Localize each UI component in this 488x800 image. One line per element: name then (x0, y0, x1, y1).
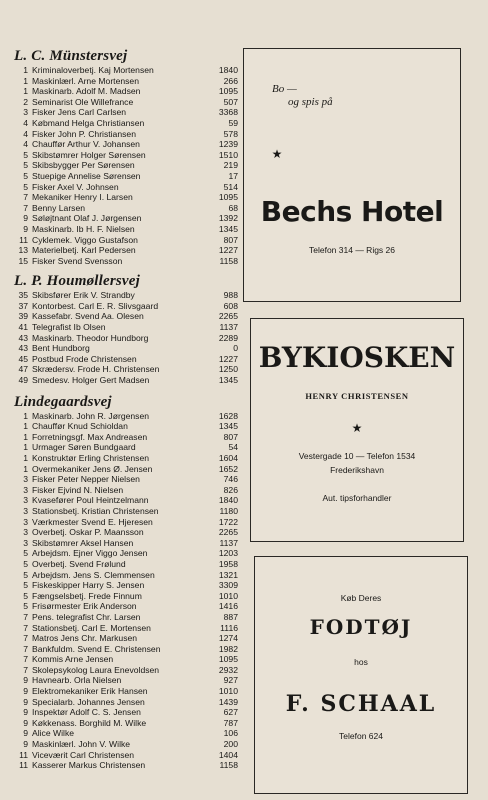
street-heading: L. C. Münstersvej (14, 48, 128, 64)
resident-name: Skibstømrer Aksel Hansen (32, 537, 134, 548)
list-item (6, 665, 238, 676)
resident-name: Fisker Axel V. Johnsen (32, 181, 119, 192)
street-heading: L. P. Houmøllersvej (14, 273, 141, 290)
list-item (6, 485, 238, 496)
phone-number: 1137 (219, 322, 238, 333)
phone-number: 1227 (218, 245, 238, 256)
house-number: 5 (23, 548, 28, 559)
house-number: 4 (23, 117, 28, 128)
list-item (6, 474, 238, 485)
resident-name: Kriminaloverbetj. Kaj Mortensen (32, 65, 154, 75)
list-item (6, 343, 238, 354)
phone-number: 787 (223, 717, 238, 728)
list-item (6, 697, 238, 708)
resident-name: Skolepsykolog Laura Enevoldsen (32, 664, 160, 675)
list-item (6, 675, 238, 686)
resident-name: Kvasefører Poul Heintzelmann (32, 495, 149, 506)
phone-number: 1345 (218, 223, 238, 234)
resident-name: Fisker John P. Christiansen (32, 128, 136, 139)
resident-name: Køkkenass. Borghild M. Wilke (32, 717, 147, 728)
house-number: 3 (23, 505, 28, 516)
house-number: 3 (23, 527, 28, 538)
star-icon: ★ (351, 421, 363, 435)
entry-list (6, 65, 238, 266)
house-number: 9 (23, 213, 28, 224)
list-item (6, 570, 238, 581)
phone-number: 514 (223, 181, 238, 192)
resident-name: Viceværit Carl Christensen (32, 749, 135, 760)
list-item (6, 301, 238, 312)
phone-number: 1158 (219, 255, 238, 266)
phone-number: 2265 (218, 527, 238, 538)
phone-number: 266 (223, 75, 238, 86)
resident-name: Kasserer Markus Christensen (32, 760, 146, 771)
phone-number: 3368 (218, 107, 238, 118)
resident-name: Havnearb. Orla Nielsen (32, 675, 122, 686)
house-number: 11 (19, 749, 28, 760)
star-icon: ★ (271, 147, 283, 161)
resident-name: Kassefabr. Svend Aa. Olesen (32, 311, 144, 322)
house-number: 5 (23, 590, 28, 601)
list-item (6, 453, 238, 464)
phone-number: 1392 (218, 213, 238, 224)
list-item (6, 580, 238, 591)
list-item (6, 311, 238, 322)
house-number: 1 (23, 65, 28, 75)
hotel-name: Bechs Hotel (260, 195, 444, 228)
house-number: 7 (23, 643, 28, 654)
house-number: 45 (18, 353, 28, 364)
resident-name: Cyklemek. Viggo Gustafson (32, 234, 138, 245)
shop-phone: Telefon 624 (339, 731, 383, 741)
house-number: 9 (23, 707, 28, 718)
house-number: 15 (18, 255, 28, 266)
list-item (6, 517, 238, 528)
list-item (6, 182, 238, 193)
phone-number: 1010 (218, 686, 238, 697)
resident-name: Fisker Ejvind N. Nielsen (32, 484, 124, 495)
shoes-product: FODTØJ (309, 615, 413, 639)
house-number: 43 (18, 343, 28, 354)
shoes-hos: hos (354, 657, 368, 667)
list-item (6, 654, 238, 665)
list-item (6, 290, 238, 301)
list-item (6, 411, 238, 422)
house-number: 3 (23, 516, 28, 527)
phone-number: 1239 (218, 139, 238, 150)
phone-number: 1652 (218, 463, 238, 474)
resident-name: Fisker Jens Carl Carlsen (32, 107, 127, 118)
phone-number: 2932 (218, 664, 238, 675)
phone-number: 2289 (218, 332, 238, 343)
list-item (6, 548, 238, 559)
house-number: 49 (18, 375, 28, 386)
resident-name: Arbejdsm. Jens S. Clemmensen (32, 569, 155, 580)
list-item (6, 728, 238, 739)
phone-number: 608 (223, 300, 238, 311)
resident-name: Maskinarb. Theodor Hundborg (32, 332, 149, 343)
list-item (6, 86, 238, 97)
list-item (6, 256, 238, 267)
phone-number: 1439 (218, 696, 238, 707)
list-item (6, 464, 238, 475)
list-item (6, 633, 238, 644)
phone-number: 1840 (218, 495, 238, 506)
street-heading: Lindegaardsvej (14, 393, 112, 410)
resident-name: Forretningsgf. Max Andreasen (32, 431, 148, 442)
resident-name: Overmekaniker Jens Ø. Jensen (32, 463, 153, 474)
house-number: 3 (23, 474, 28, 485)
phone-number: 68 (228, 202, 238, 213)
resident-name: Benny Larsen (32, 202, 86, 213)
house-number: 5 (23, 580, 28, 591)
house-number: 9 (23, 686, 28, 697)
phone-number: 200 (223, 739, 238, 750)
resident-name: Telegrafist Ib Olsen (32, 322, 106, 333)
house-number: 41 (18, 322, 28, 333)
phone-number: 1274 (218, 633, 238, 644)
resident-name: Stuepige Annelise Sørensen (32, 170, 141, 181)
resident-name: Bent Hundborg (32, 343, 90, 354)
phone-number: 807 (223, 431, 238, 442)
phone-number: 1510 (218, 149, 238, 160)
phone-number: 1404 (218, 749, 238, 760)
resident-name: Kommis Arne Jensen (32, 654, 114, 665)
house-number: 1 (23, 442, 28, 453)
list-item (6, 375, 238, 386)
phone-number: 1840 (218, 65, 238, 75)
list-item (6, 333, 238, 344)
phone-number: 1203 (218, 548, 238, 559)
resident-name: Maskinlærl. Arne Mortensen (32, 75, 139, 86)
phone-number: 106 (223, 728, 238, 739)
resident-name: Bankfuldm. Svend E. Christensen (32, 643, 161, 654)
list-item (6, 739, 238, 750)
house-number: 1 (23, 410, 28, 421)
phone-number: 507 (223, 96, 238, 107)
resident-name: Konstruktør Erling Christensen (32, 453, 150, 463)
list-item (6, 224, 238, 235)
kiosk-note: Aut. tipsforhandler (322, 493, 392, 503)
phone-number: 746 (223, 474, 238, 485)
house-number: 3 (23, 495, 28, 506)
phone-number: 1345 (218, 421, 238, 432)
phone-number: 3309 (218, 580, 238, 591)
resident-name: Skibsfører Erik V. Strandby (32, 290, 135, 301)
resident-name: Maskinarb. John R. Jørgensen (32, 410, 150, 421)
house-number: 7 (23, 622, 28, 633)
house-number: 2 (23, 96, 28, 107)
kiosk-address: Vestergade 10 — Telefon 1534 (298, 451, 416, 461)
list-item (6, 245, 238, 256)
house-number: 4 (23, 139, 28, 150)
list-item (6, 718, 238, 729)
resident-name: Seminarist Ole Willefrance (32, 96, 134, 107)
phone-number: 219 (223, 160, 238, 171)
house-number: 9 (23, 739, 28, 750)
phone-number: 1180 (219, 505, 238, 516)
list-item (6, 203, 238, 214)
house-number: 9 (23, 728, 28, 739)
list-item (6, 65, 238, 76)
house-number: 1 (23, 463, 28, 474)
list-item (6, 322, 238, 333)
house-number: 1 (23, 453, 28, 463)
house-number: 5 (23, 569, 28, 580)
house-number: 37 (18, 300, 28, 311)
hotel-contact: Telefon 314 — Rigs 26 (309, 245, 395, 255)
list-item (6, 527, 238, 538)
resident-name: Alice Wilke (32, 728, 75, 739)
phone-number: 1095 (218, 86, 238, 97)
shop-name: F. SCHAAL (285, 691, 437, 717)
house-number: 9 (23, 696, 28, 707)
phone-number: 1604 (218, 453, 238, 463)
list-item (6, 364, 238, 375)
list-item (6, 591, 238, 602)
list-item (6, 76, 238, 87)
list-item (6, 432, 238, 443)
house-number: 1 (23, 86, 28, 97)
list-item (6, 644, 238, 655)
house-number: 35 (18, 290, 28, 301)
list-item (6, 129, 238, 140)
phone-number: 1250 (218, 364, 238, 375)
kiosk-owner: HENRY CHRISTENSEN (305, 391, 409, 401)
house-number: 5 (23, 601, 28, 612)
resident-name: Chauffør Arthur V. Johansen (32, 139, 140, 150)
list-item (6, 760, 238, 771)
house-number: 11 (19, 760, 28, 771)
phone-number: 578 (223, 128, 238, 139)
resident-name: Specialarb. Johannes Jensen (32, 696, 145, 707)
phone-number: 59 (228, 117, 238, 128)
list-item (6, 506, 238, 517)
list-item (6, 601, 238, 612)
resident-name: Fiskeskipper Harry S. Jensen (32, 580, 145, 591)
phone-number: 1321 (218, 569, 238, 580)
list-item (6, 118, 238, 129)
ad-f-schaal (254, 556, 468, 794)
resident-name: Mekaniker Henry I. Larsen (32, 192, 133, 203)
house-number: 3 (23, 107, 28, 118)
list-item (6, 538, 238, 549)
resident-name: Maskinlærl. John V. Wilke (32, 739, 131, 750)
house-number: 4 (23, 128, 28, 139)
phone-number: 826 (223, 484, 238, 495)
phone-number: 988 (223, 290, 238, 301)
house-number: 9 (23, 675, 28, 686)
house-number: 7 (23, 192, 28, 203)
house-number: 7 (23, 611, 28, 622)
resident-name: Smedesv. Holger Gert Madsen (32, 375, 150, 386)
house-number: 1 (23, 431, 28, 442)
resident-name: Fisker Peter Nepper Nielsen (32, 474, 140, 485)
phone-number: 1095 (218, 654, 238, 665)
house-number: 39 (18, 311, 28, 322)
phone-number: 1116 (220, 622, 238, 633)
kiosk-name: BYKIOSKEN (258, 341, 456, 374)
house-number: 9 (23, 717, 28, 728)
resident-name: Stationsbetj. Carl E. Mortensen (32, 622, 151, 633)
resident-name: Fængselsbetj. Frede Finnum (32, 590, 142, 601)
resident-name: Maskinarb. Ib H. F. Nielsen (32, 223, 135, 234)
phone-number: 807 (223, 234, 238, 245)
resident-name: Overbetj. Oskar P. Maansson (32, 527, 144, 538)
phone-number: 1982 (218, 643, 238, 654)
house-number: 5 (23, 149, 28, 160)
ad-bechs-hotel (243, 48, 461, 302)
house-number: 7 (23, 202, 28, 213)
phone-number: 887 (223, 611, 238, 622)
resident-name: Værkmester Svend E. Hjeresen (32, 516, 153, 527)
resident-name: Skibstømrer Holger Sørensen (32, 149, 146, 160)
house-number: 1 (23, 421, 28, 432)
kiosk-city: Frederikshavn (330, 465, 384, 475)
house-number: 5 (23, 181, 28, 192)
house-number: 5 (23, 160, 28, 171)
house-number: 3 (23, 484, 28, 495)
ad-bykiosken (250, 318, 464, 542)
resident-name: Søløjtnant Olaf J. Jørgensen (32, 213, 142, 224)
hotel-tagline: Bo — og spis på (272, 83, 333, 108)
phone-number: 1958 (218, 558, 238, 569)
house-number: 13 (18, 245, 28, 256)
phone-number: 54 (228, 442, 238, 453)
list-item (6, 442, 238, 453)
resident-name: Skrædersv. Frode H. Christensen (32, 364, 160, 375)
phone-number: 1345 (218, 375, 238, 386)
list-item (6, 559, 238, 570)
entry-list (6, 411, 238, 771)
phone-number: 17 (228, 170, 238, 181)
resident-name: Frisørmester Erik Anderson (32, 601, 137, 612)
resident-name: Urmager Søren Bundgaard (32, 442, 136, 453)
resident-name: Inspektør Adolf C. S. Jensen (32, 707, 141, 718)
list-item (6, 107, 238, 118)
list-item (6, 750, 238, 761)
house-number: 1 (23, 75, 28, 86)
phone-number: 0 (233, 343, 238, 354)
resident-name: Matros Jens Chr. Markusen (32, 633, 138, 644)
house-number: 5 (23, 558, 28, 569)
list-item (6, 495, 238, 506)
phone-number: 1158 (219, 760, 238, 771)
house-number: 43 (18, 332, 28, 343)
resident-name: Stationsbetj. Kristian Christensen (32, 505, 159, 516)
list-item (6, 192, 238, 203)
phone-number: 627 (223, 707, 238, 718)
phone-number: 1416 (218, 601, 238, 612)
resident-name: Chauffør Knud Schioldan (32, 421, 128, 432)
list-item (6, 213, 238, 224)
entry-list (6, 290, 238, 385)
list-item (6, 623, 238, 634)
house-number: 3 (23, 537, 28, 548)
resident-name: Elektromekaniker Erik Hansen (32, 686, 148, 697)
phone-number: 927 (223, 675, 238, 686)
shoes-intro: Køb Deres (340, 593, 382, 603)
list-item (6, 354, 238, 365)
list-item (6, 97, 238, 108)
phone-number: 1628 (218, 410, 238, 421)
phone-number: 1137 (219, 537, 238, 548)
list-item (6, 686, 238, 697)
resident-name: Skibsbygger Per Sørensen (32, 160, 135, 171)
resident-name: Materielbetj. Karl Pedersen (32, 245, 136, 256)
house-number: 5 (23, 170, 28, 181)
house-number: 9 (23, 223, 28, 234)
list-item (6, 421, 238, 432)
list-item (6, 612, 238, 623)
house-number: 47 (18, 364, 28, 375)
house-number: 11 (19, 234, 28, 245)
phone-number: 1227 (218, 353, 238, 364)
phone-number: 1095 (218, 192, 238, 203)
list-item (6, 171, 238, 182)
phone-number: 1722 (218, 516, 238, 527)
resident-name: Kontorbest. Carl E. R. Slivsgaard (32, 300, 159, 311)
house-number: 7 (23, 654, 28, 665)
resident-name: Købmand Helga Christiansen (32, 117, 145, 128)
resident-name: Postbud Frode Christensen (32, 353, 137, 364)
list-item (6, 707, 238, 718)
house-number: 7 (23, 664, 28, 675)
resident-name: Pens. telegrafist Chr. Larsen (32, 611, 141, 622)
resident-name: Fisker Svend Svensson (32, 255, 123, 266)
resident-name: Arbejdsm. Ejner Viggo Jensen (32, 548, 148, 559)
list-item (6, 235, 238, 246)
resident-name: Overbetj. Svend Frølund (32, 558, 126, 569)
phone-number: 2265 (218, 311, 238, 322)
resident-name: Maskinarb. Adolf M. Madsen (32, 86, 141, 97)
house-number: 7 (23, 633, 28, 644)
phone-number: 1010 (218, 590, 238, 601)
